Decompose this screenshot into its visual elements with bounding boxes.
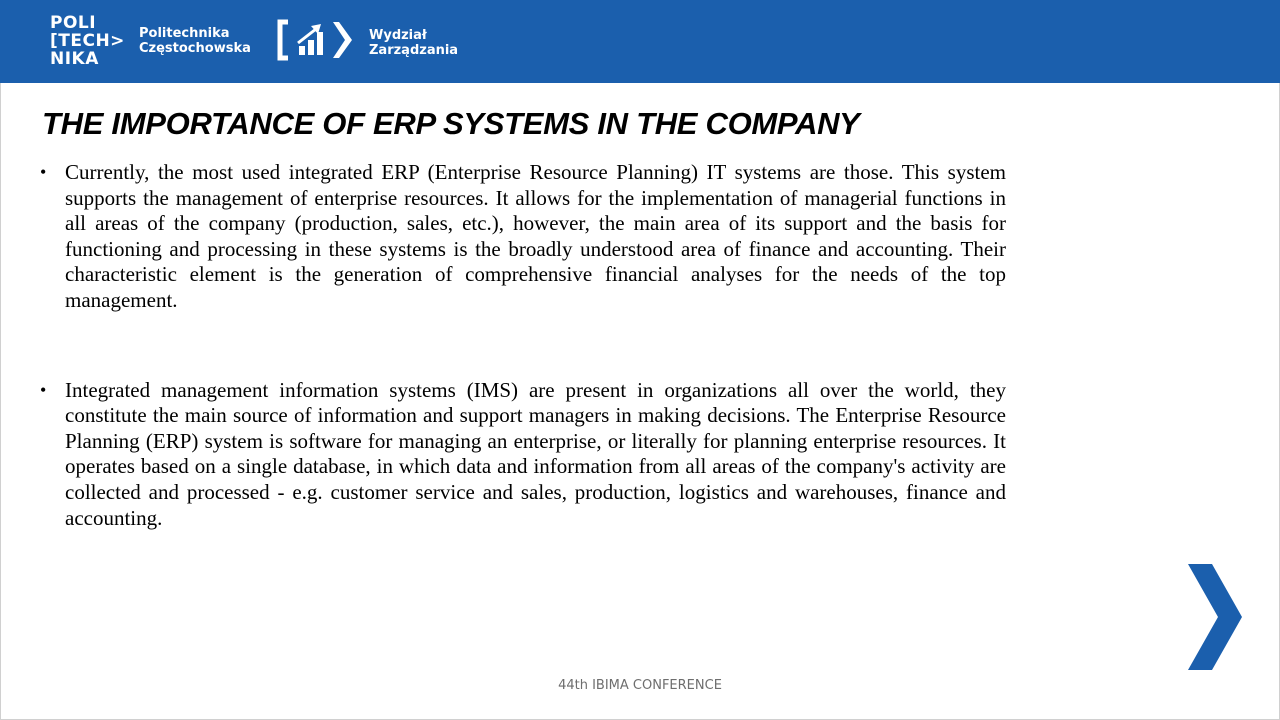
faculty-logo-icon: [276, 16, 360, 64]
bullet-item-1: • Currently, the most used integrated ERP (Enterprise Resource Planning) IT systems are those. This system supports the management of enterprise resources. It allows for the implementation of managerial functions in all areas of the company (production, sales, etc.), however, the main area of its support and the basis for functioning and processing in these systems is the broadly understood area of finance and accounting. Their characteristic element is the generation of comprehensive financial analyses for the needs of the top management.: [40, 160, 1006, 314]
university-name-line-1: Politechnika: [139, 26, 230, 41]
university-name-line-2: Częstochowska: [139, 41, 251, 56]
logo-line-3: NIKA: [50, 49, 99, 69]
bullet-item-2: • Integrated management information systems (IMS) are present in organizations all over the world, they constitute the main source of information and support managers in making decisions. The Enterprise Resource Planning (ERP) system is software for managing an enterprise, or literally for planning enterprise resources. It operates based on a single database, in which data and information from all areas of the company's activity are collected and processed - e.g. customer service and sales, production, logistics and warehouses, finance and accounting.: [40, 378, 1006, 532]
faculty-name: [369, 28, 458, 58]
next-slide-chevron-icon[interactable]: [1186, 562, 1244, 672]
university-name: [139, 26, 251, 56]
conference-footer: 44th IBIMA CONFERENCE: [558, 678, 722, 693]
slide-title: THE IMPORTANCE OF ERP SYSTEMS IN THE COMPANY: [42, 106, 860, 141]
logo-line-2: [TECH>: [50, 31, 125, 51]
faculty-name-line-1: Wydział: [369, 28, 427, 43]
faculty-name-line-2: Zarządzania: [369, 43, 459, 58]
logo-line-1: POLI: [50, 13, 97, 33]
politechnika-logo: [50, 14, 128, 68]
header-bar: [0, 0, 1280, 83]
bullet-list: [40, 160, 1006, 531]
